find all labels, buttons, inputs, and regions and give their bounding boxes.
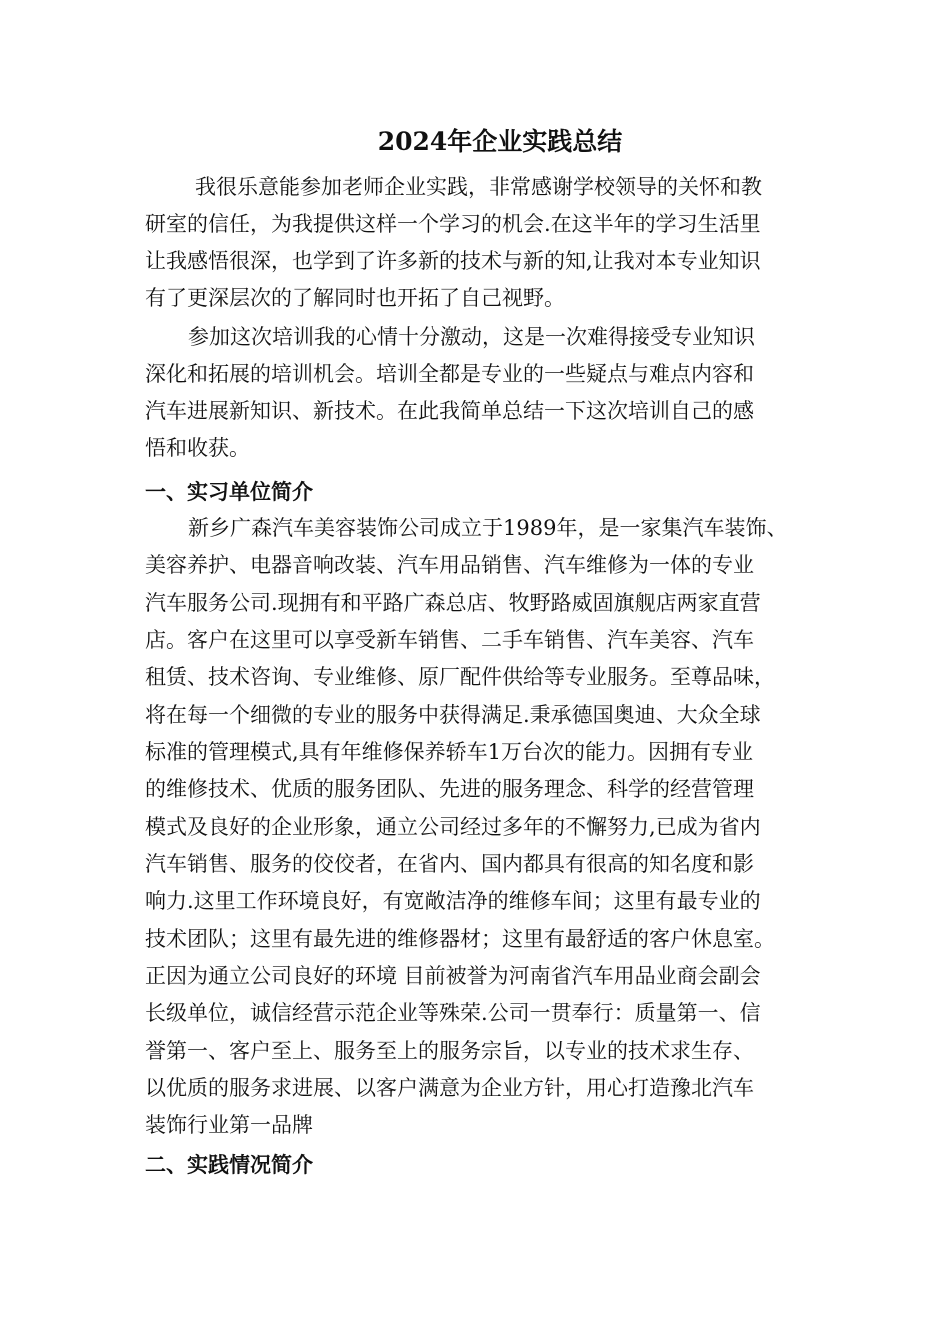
paragraph-3-line-4: 店。客户在这里可以享受新车销售、二手车销售、汽车美容、汽车: [145, 628, 754, 652]
paragraph-2-line-2: 深化和拓展的培训机会。培训全都是专业的一些疑点与难点内容和: [145, 362, 754, 386]
paragraph-3-line-14: 长级单位，诚信经营示范企业等殊荣.公司一贯奉行：质量第一、信: [145, 1001, 761, 1025]
paragraph-1-line-4: 有了更深层次的了解同时也开拓了自己视野。: [145, 286, 565, 310]
paragraph-3-line-1: 新乡广森汽车美容装饰公司成立于1989年，是一家集汽车装饰、: [188, 516, 788, 540]
paragraph-3-line-16: 以优质的服务求进展、以客户满意为企业方针，用心打造豫北汽车: [145, 1076, 754, 1100]
paragraph-3-line-10: 汽车销售、服务的佼佼者，在省内、国内都具有很高的知名度和影: [145, 852, 754, 876]
paragraph-3-line-8: 的维修技术、优质的服务团队、先进的服务理念、科学的经营管理: [145, 777, 754, 801]
section-heading-1: 一、实习单位简介: [145, 479, 313, 504]
paragraph-3-line-2: 美容养护、电器音响改装、汽车用品销售、汽车维修为一体的专业: [145, 553, 754, 577]
paragraph-3-line-6: 将在每一个细微的专业的服务中获得满足.秉承德国奥迪、大众全球: [145, 703, 761, 727]
paragraph-3-line-3: 汽车服务公司.现拥有和平路广森总店、牧野路威固旗舰店两家直营: [145, 591, 761, 615]
paragraph-3-line-5: 租赁、技术咨询、专业维修、原厂配件供给等专业服务。至尊品味，: [145, 665, 775, 689]
paragraph-3-line-15: 誉第一、客户至上、服务至上的服务宗旨，以专业的技术求生存、: [145, 1039, 754, 1063]
paragraph-1-line-2: 研室的信任，为我提供这样一个学习的机会.在这半年的学习生活里: [145, 212, 761, 236]
paragraph-3-line-9: 模式及良好的企业形象，通立公司经过多年的不懈努力,已成为省内: [145, 815, 761, 839]
paragraph-1-line-3: 让我感悟很深，也学到了许多新的技术与新的知,让我对本专业知识: [145, 249, 761, 273]
section-heading-2: 二、实践情况简介: [145, 1152, 313, 1177]
paragraph-3-line-13: 正因为通立公司良好的环境 目前被誉为河南省汽车用品业商会副会: [145, 964, 761, 988]
paragraph-1-line-1: 我很乐意能参加老师企业实践，非常感谢学校领导的关怀和教: [195, 175, 762, 199]
paragraph-3-line-17: 装饰行业第一品牌: [145, 1113, 313, 1137]
document-title: 2024年企业实践总结: [377, 127, 623, 156]
paragraph-2-line-4: 悟和收获。: [145, 436, 250, 460]
paragraph-3-line-12: 技术团队；这里有最先进的维修器材；这里有最舒适的客户休息室。: [145, 927, 775, 951]
paragraph-3-line-11: 响力.这里工作环境良好，有宽敞洁净的维修车间；这里有最专业的: [145, 889, 761, 913]
paragraph-2-line-3: 汽车进展新知识、新技术。在此我简单总结一下这次培训自己的感: [145, 399, 754, 423]
paragraph-2-line-1: 参加这次培训我的心情十分激动，这是一次难得接受专业知识: [188, 325, 755, 349]
paragraph-3-line-7: 标准的管理模式,具有年维修保养轿车1万台次的能力。因拥有专业: [145, 740, 754, 764]
